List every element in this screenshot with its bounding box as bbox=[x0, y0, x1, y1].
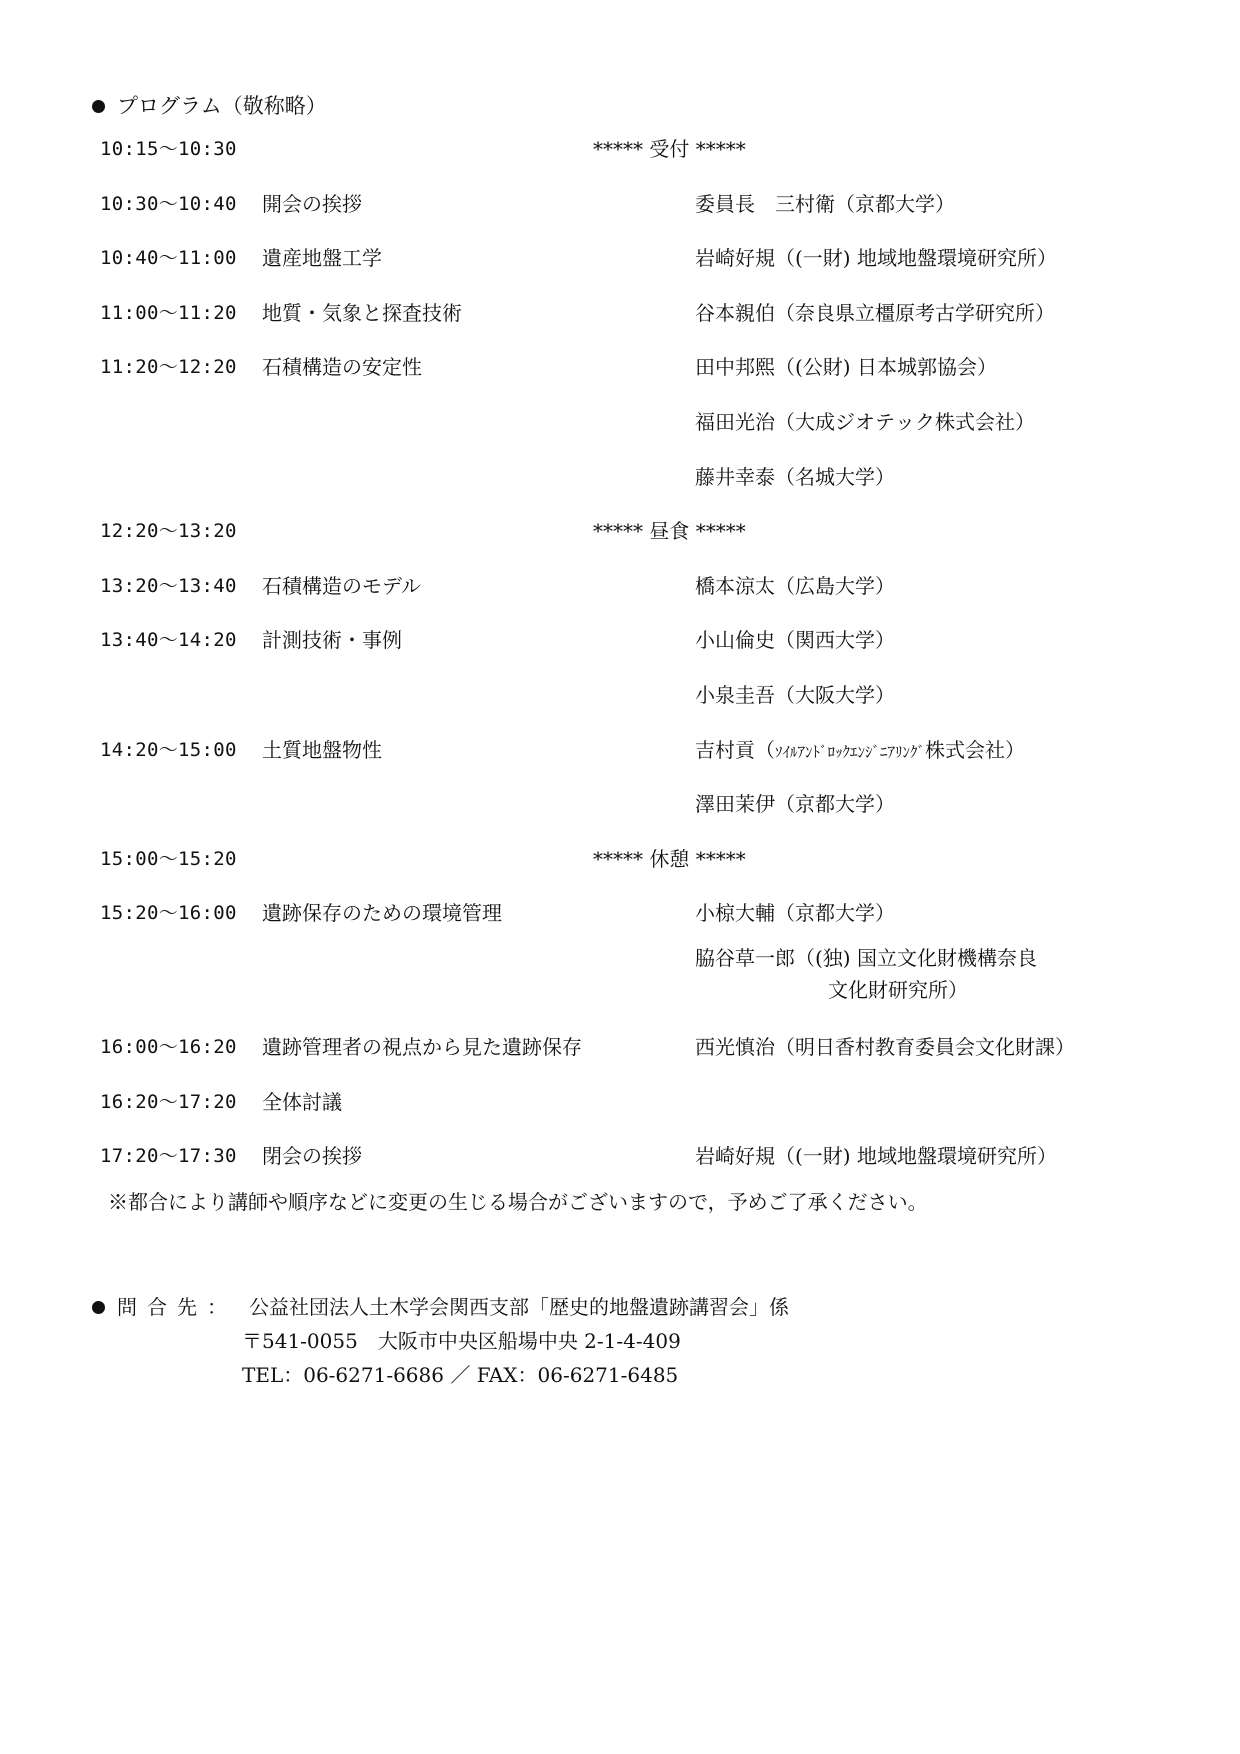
row-speaker: 西光慎治（明日香村教育委員会文化財課） bbox=[695, 1034, 1075, 1059]
row-speaker: 委員長 三村衛（京都大学） bbox=[695, 191, 955, 216]
schedule-row bbox=[100, 843, 1140, 898]
row-speaker: 小泉圭吾（大阪大学） bbox=[695, 682, 895, 707]
schedule-row bbox=[100, 461, 1140, 516]
schedule-row bbox=[100, 351, 1140, 406]
row-time: 13:20～13:40 bbox=[100, 574, 237, 597]
row-time: 16:00～16:20 bbox=[100, 1035, 237, 1058]
program-heading bbox=[92, 90, 327, 122]
row-title: 計測技術・事例 bbox=[262, 628, 402, 653]
row-speaker: 澤田茉伊（京都大学） bbox=[695, 792, 895, 817]
row-speaker: 小山倫史（関西大学） bbox=[695, 628, 895, 653]
row-speaker bbox=[695, 734, 1025, 768]
row-time: 10:30～10:40 bbox=[100, 192, 237, 215]
row-title: 全体討議 bbox=[262, 1089, 342, 1114]
speaker-line-continued: 文化財研究所） bbox=[828, 977, 968, 1002]
row-speaker: 橋本涼太（広島大学） bbox=[695, 573, 895, 598]
contact-phone-fax: TEL：06-6271-6686 ／ FAX：06-6271-6485 bbox=[242, 1363, 679, 1387]
row-title: 地質・気象と探査技術 bbox=[262, 300, 462, 325]
row-time: 14:20～15:00 bbox=[100, 738, 237, 761]
speaker-affiliation-suffix: 株式会社） bbox=[925, 737, 1026, 762]
row-title: 石積構造のモデル bbox=[262, 573, 421, 598]
row-title: 石積構造の安定性 bbox=[262, 355, 422, 380]
row-time: 15:00～15:20 bbox=[100, 847, 237, 870]
speaker-line: 脇谷草一郎（(独) 国立文化財機構奈良 bbox=[695, 945, 1037, 970]
row-speaker: 田中邦熙（(公財) 日本城郭協会） bbox=[695, 355, 997, 380]
row-speaker: 藤井幸泰（名城大学） bbox=[695, 464, 895, 489]
row-speaker bbox=[695, 942, 1037, 1006]
row-title: 遺産地盤工学 bbox=[262, 246, 382, 271]
schedule-row bbox=[100, 679, 1140, 734]
schedule-row bbox=[100, 942, 1140, 1021]
schedule-table bbox=[100, 133, 1140, 1195]
row-title: 閉会の挨拶 bbox=[262, 1144, 362, 1169]
break-label: ***** 受付 ***** bbox=[593, 137, 746, 161]
schedule-row bbox=[100, 188, 1140, 243]
row-speaker: 福田光治（大成ジオテック株式会社） bbox=[695, 409, 1035, 434]
schedule-row bbox=[100, 133, 1140, 188]
row-title: 開会の挨拶 bbox=[262, 191, 362, 216]
break-label: ***** 休憩 ***** bbox=[593, 846, 746, 871]
row-speaker: 谷本親伯（奈良県立橿原考古学研究所） bbox=[695, 300, 1055, 325]
bullet-icon bbox=[92, 100, 105, 113]
schedule-note: ※都合により講師や順序などに変更の生じる場合がございますので，予めご了承ください。 bbox=[108, 1190, 928, 1214]
row-time: 11:00～11:20 bbox=[100, 301, 237, 324]
row-time: 12:20～13:20 bbox=[100, 520, 237, 543]
bullet-icon bbox=[92, 1301, 105, 1314]
row-title: 遺跡保存のための環境管理 bbox=[262, 901, 502, 926]
schedule-row bbox=[100, 1086, 1140, 1141]
row-speaker: 小椋大輔（京都大学） bbox=[695, 901, 895, 926]
speaker-affiliation-kana: ｿｲﾙｱﾝﾄﾞﾛｯｸｴﾝｼﾞﾆｱﾘﾝｸﾞ bbox=[775, 742, 926, 761]
schedule-row bbox=[100, 734, 1140, 789]
break-label: ***** 昼食 ***** bbox=[593, 519, 746, 544]
row-time: 10:15～10:30 bbox=[100, 138, 237, 160]
schedule-row bbox=[100, 242, 1140, 297]
row-time: 11:20～12:20 bbox=[100, 356, 237, 379]
row-title: 土質地盤物性 bbox=[262, 737, 382, 762]
row-time: 13:40～14:20 bbox=[100, 629, 237, 652]
row-speaker: 岩崎好規（(一財) 地域地盤環境研究所） bbox=[695, 246, 1057, 271]
contact-address: 〒541-0055 大阪市中央区船場中央 2-1-4-409 bbox=[242, 1329, 681, 1353]
schedule-row bbox=[100, 624, 1140, 679]
schedule-row bbox=[100, 515, 1140, 570]
schedule-row bbox=[100, 406, 1140, 461]
contact-block bbox=[92, 1290, 789, 1392]
row-time: 16:20～17:20 bbox=[100, 1090, 237, 1113]
row-time: 15:20～16:00 bbox=[100, 902, 237, 925]
row-title: 遺跡管理者の視点から見た遺跡保存 bbox=[262, 1034, 582, 1059]
schedule-row bbox=[100, 297, 1140, 352]
schedule-row bbox=[100, 1031, 1140, 1086]
row-time: 17:20～17:30 bbox=[100, 1145, 237, 1168]
schedule-row bbox=[100, 788, 1140, 843]
row-speaker: 岩崎好規（(一財) 地域地盤環境研究所） bbox=[695, 1144, 1057, 1169]
schedule-row bbox=[100, 570, 1140, 625]
contact-line bbox=[92, 1290, 789, 1324]
row-time: 10:40～11:00 bbox=[100, 247, 237, 270]
program-heading-text: プログラム（敬称略） bbox=[117, 94, 327, 118]
speaker-name: 吉村貢（ bbox=[695, 737, 775, 762]
contact-label: 問合先： bbox=[117, 1295, 237, 1319]
contact-organization: 公益社団法人土木学会関西支部「歴史的地盤遺跡講習会」係 bbox=[249, 1295, 789, 1319]
